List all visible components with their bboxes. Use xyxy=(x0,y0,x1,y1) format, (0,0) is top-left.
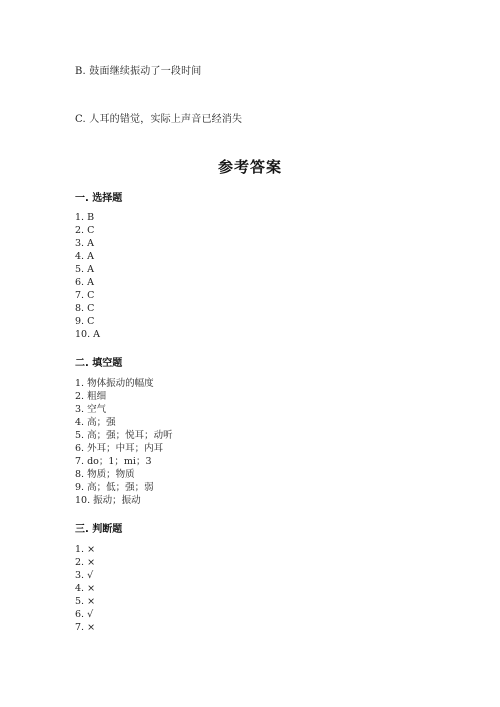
list-item: 10. 振动；振动 xyxy=(75,495,141,506)
section-heading-judge: 三. 判断题 xyxy=(75,524,123,535)
list-item: 1. B xyxy=(75,212,95,223)
list-item: 5. A xyxy=(75,264,94,275)
list-item: 7. do；1；mi；3 xyxy=(75,456,152,467)
list-item: 4. A xyxy=(75,251,94,262)
list-item: 6. 外耳；中耳；内耳 xyxy=(75,443,164,454)
fill-answer-list xyxy=(75,377,173,507)
list-item: 7. × xyxy=(75,622,96,633)
list-item: 2. 粗细 xyxy=(75,391,107,402)
list-item: 4. 高；强 xyxy=(75,417,116,428)
list-item: 1. 物体振动的幅度 xyxy=(75,378,154,389)
list-item: 3. A xyxy=(75,238,94,249)
list-item: 9. C xyxy=(75,316,95,327)
list-item: 1. × xyxy=(75,544,96,555)
judge-answer-list xyxy=(75,543,95,634)
section-heading-choice: 一. 选择题 xyxy=(75,193,123,204)
option-c: C. 人耳的错觉，实际上声音已经消失 xyxy=(75,114,243,125)
list-item: 5. × xyxy=(75,596,96,607)
list-item: 10. A xyxy=(75,329,100,340)
list-item: 7. C xyxy=(75,290,95,301)
list-item: 6. A xyxy=(75,277,94,288)
list-item: 8. 物质；物质 xyxy=(75,469,135,480)
list-item: 3. √ xyxy=(75,570,94,581)
list-item: 3. 空气 xyxy=(75,404,107,415)
list-item: 2. × xyxy=(75,557,96,568)
option-b: B. 鼓面继续振动了一段时间 xyxy=(75,66,202,77)
list-item: 4. × xyxy=(75,583,96,594)
list-item: 6. √ xyxy=(75,609,94,620)
section-heading-fill: 二. 填空题 xyxy=(75,358,123,369)
answer-title: 参考答案 xyxy=(217,158,282,176)
list-item: 2. C xyxy=(75,225,95,236)
list-item: 9. 高；低；强；弱 xyxy=(75,482,154,493)
choice-answer-list xyxy=(75,211,100,341)
list-item: 8. C xyxy=(75,303,95,314)
list-item: 5. 高；强；悦耳；动听 xyxy=(75,430,173,441)
